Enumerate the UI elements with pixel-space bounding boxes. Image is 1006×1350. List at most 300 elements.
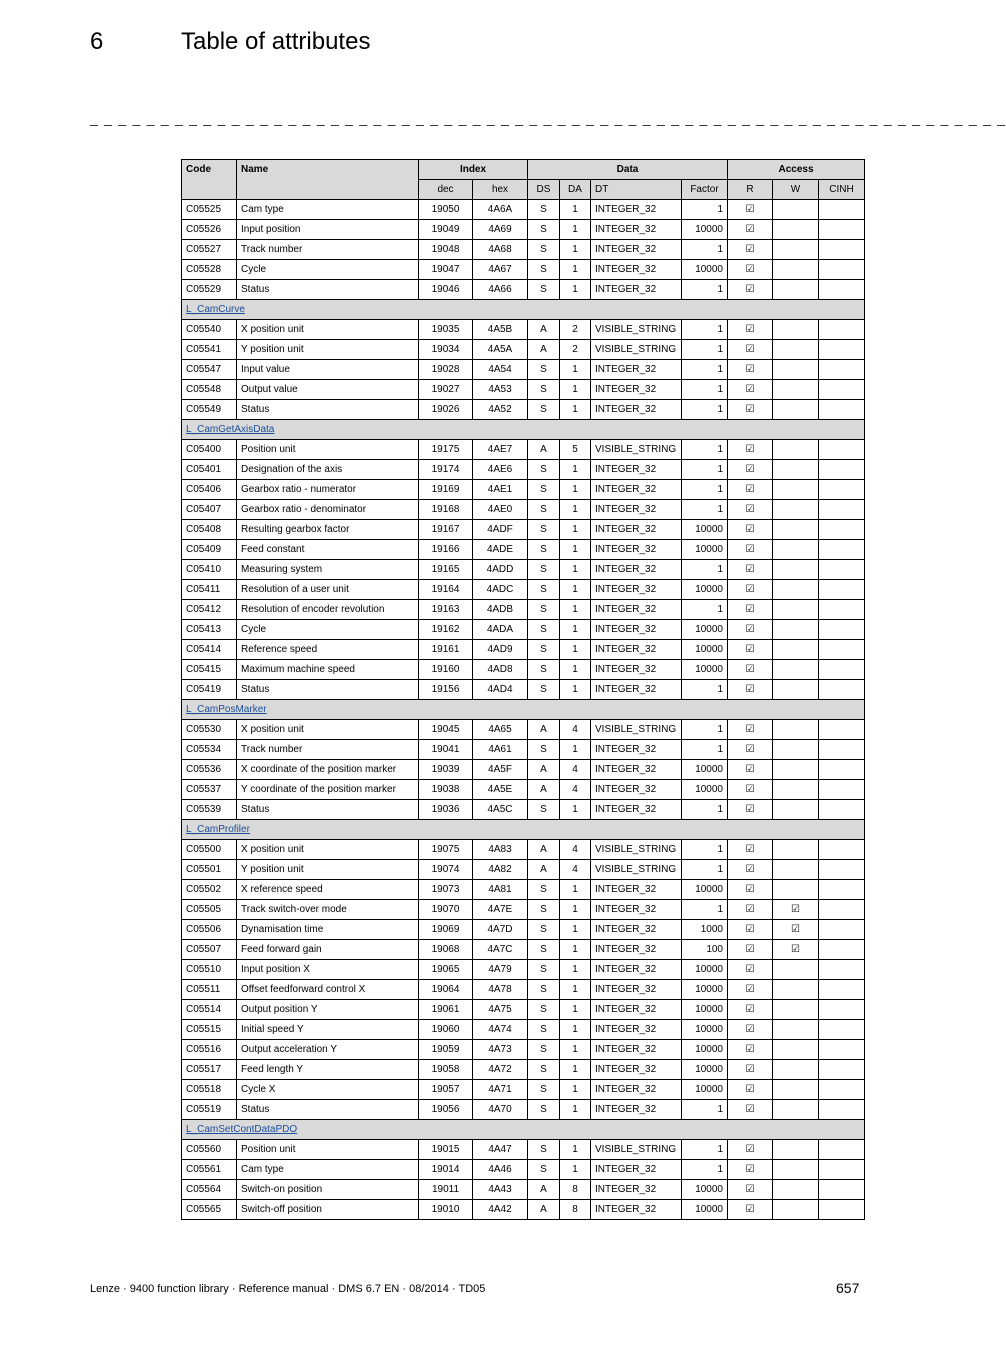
cell-dt: INTEGER_32 <box>591 240 682 260</box>
cell-code: C05549 <box>182 400 237 420</box>
table-row <box>182 240 865 260</box>
group-link[interactable]: L_CamProfiler <box>186 824 250 835</box>
cell-factor: 10000 <box>682 580 728 600</box>
table-row <box>182 560 865 580</box>
attributes-table <box>181 159 865 1220</box>
cell-hex: 4A79 <box>473 960 528 980</box>
cell-factor: 1 <box>682 320 728 340</box>
cell-name: Y position unit <box>237 340 419 360</box>
cell-cinh <box>819 380 865 400</box>
cell-ds: S <box>528 1080 560 1100</box>
cell-code: C05548 <box>182 380 237 400</box>
cell-w <box>773 1180 819 1200</box>
cell-name: Output position Y <box>237 1000 419 1020</box>
cell-da: 4 <box>560 760 591 780</box>
cell-dt: INTEGER_32 <box>591 980 682 1000</box>
cell-da: 1 <box>560 480 591 500</box>
cell-dt: INTEGER_32 <box>591 660 682 680</box>
cell-w: ☑ <box>773 900 819 920</box>
cell-dec: 19014 <box>419 1160 473 1180</box>
cell-dt: INTEGER_32 <box>591 920 682 940</box>
cell-ds: A <box>528 440 560 460</box>
cell-name: Cycle X <box>237 1080 419 1100</box>
col-name: Name <box>237 160 419 200</box>
cell-code: C05408 <box>182 520 237 540</box>
cell-da: 1 <box>560 520 591 540</box>
cell-name: Gearbox ratio - denominator <box>237 500 419 520</box>
cell-code: C05415 <box>182 660 237 680</box>
cell-dt: INTEGER_32 <box>591 260 682 280</box>
cell-name: Status <box>237 680 419 700</box>
cell-ds: S <box>528 1160 560 1180</box>
cell-dec: 19165 <box>419 560 473 580</box>
cell-ds: S <box>528 460 560 480</box>
group-link[interactable]: L_CamCurve <box>186 304 245 315</box>
cell-name: X position unit <box>237 840 419 860</box>
cell-cinh <box>819 740 865 760</box>
col-r: R <box>728 180 773 200</box>
cell-dec: 19050 <box>419 200 473 220</box>
cell-dec: 19049 <box>419 220 473 240</box>
table-row <box>182 320 865 340</box>
cell-da: 1 <box>560 240 591 260</box>
col-access: Access <box>728 160 865 180</box>
table-row <box>182 860 865 880</box>
cell-w <box>773 480 819 500</box>
cell-r: ☑ <box>728 200 773 220</box>
cell-w <box>773 620 819 640</box>
cell-da: 1 <box>560 1100 591 1120</box>
cell-code: C05560 <box>182 1140 237 1160</box>
cell-cinh <box>819 600 865 620</box>
cell-dt: INTEGER_32 <box>591 380 682 400</box>
group-link[interactable]: L_CamGetAxisData <box>186 424 275 435</box>
cell-cinh <box>819 860 865 880</box>
cell-hex: 4A82 <box>473 860 528 880</box>
cell-r: ☑ <box>728 1200 773 1220</box>
cell-dt: INTEGER_32 <box>591 580 682 600</box>
col-dec: dec <box>419 180 473 200</box>
cell-cinh <box>819 1020 865 1040</box>
table-row <box>182 580 865 600</box>
group-row <box>182 1120 865 1140</box>
group-row <box>182 300 865 320</box>
group-cell <box>182 820 865 840</box>
cell-r: ☑ <box>728 1080 773 1100</box>
cell-da: 1 <box>560 1000 591 1020</box>
cell-r: ☑ <box>728 920 773 940</box>
cell-ds: A <box>528 840 560 860</box>
cell-ds: A <box>528 860 560 880</box>
cell-factor: 10000 <box>682 1180 728 1200</box>
cell-da: 1 <box>560 740 591 760</box>
cell-code: C05514 <box>182 1000 237 1020</box>
cell-factor: 1 <box>682 200 728 220</box>
cell-dt: INTEGER_32 <box>591 780 682 800</box>
table-row <box>182 980 865 1000</box>
cell-cinh <box>819 660 865 680</box>
cell-cinh <box>819 340 865 360</box>
cell-w <box>773 360 819 380</box>
cell-r: ☑ <box>728 340 773 360</box>
cell-name: Feed constant <box>237 540 419 560</box>
table-row <box>182 1160 865 1180</box>
cell-r: ☑ <box>728 580 773 600</box>
cell-dt: INTEGER_32 <box>591 880 682 900</box>
cell-r: ☑ <box>728 480 773 500</box>
table-header-row <box>182 160 865 180</box>
cell-da: 1 <box>560 400 591 420</box>
cell-name: Status <box>237 400 419 420</box>
cell-cinh <box>819 1000 865 1020</box>
cell-r: ☑ <box>728 220 773 240</box>
cell-dt: INTEGER_32 <box>591 200 682 220</box>
cell-ds: S <box>528 380 560 400</box>
cell-dt: INTEGER_32 <box>591 600 682 620</box>
cell-ds: S <box>528 620 560 640</box>
cell-dec: 19045 <box>419 720 473 740</box>
cell-r: ☑ <box>728 740 773 760</box>
table-row <box>182 920 865 940</box>
table-row <box>182 340 865 360</box>
cell-code: C05527 <box>182 240 237 260</box>
cell-cinh <box>819 560 865 580</box>
cell-code: C05506 <box>182 920 237 940</box>
group-cell <box>182 700 865 720</box>
cell-ds: A <box>528 1180 560 1200</box>
cell-name: Switch-off position <box>237 1200 419 1220</box>
cell-dt: INTEGER_32 <box>591 960 682 980</box>
cell-factor: 10000 <box>682 620 728 640</box>
cell-cinh <box>819 760 865 780</box>
cell-hex: 4A72 <box>473 1060 528 1080</box>
cell-r: ☑ <box>728 780 773 800</box>
cell-w <box>773 1200 819 1220</box>
cell-hex: 4A74 <box>473 1020 528 1040</box>
cell-factor: 100 <box>682 940 728 960</box>
cell-hex: 4A53 <box>473 380 528 400</box>
cell-dec: 19167 <box>419 520 473 540</box>
cell-factor: 10000 <box>682 1020 728 1040</box>
cell-w <box>773 1000 819 1020</box>
cell-code: C05515 <box>182 1020 237 1040</box>
cell-hex: 4ADB <box>473 600 528 620</box>
cell-w <box>773 600 819 620</box>
cell-name: Maximum machine speed <box>237 660 419 680</box>
cell-name: Track number <box>237 740 419 760</box>
cell-da: 1 <box>560 280 591 300</box>
cell-hex: 4A83 <box>473 840 528 860</box>
cell-hex: 4A5E <box>473 780 528 800</box>
cell-r: ☑ <box>728 440 773 460</box>
cell-ds: S <box>528 940 560 960</box>
cell-w <box>773 440 819 460</box>
cell-code: C05410 <box>182 560 237 580</box>
cell-da: 1 <box>560 1020 591 1040</box>
cell-name: Dynamisation time <box>237 920 419 940</box>
table-row <box>182 200 865 220</box>
cell-dt: INTEGER_32 <box>591 1080 682 1100</box>
cell-code: C05400 <box>182 440 237 460</box>
cell-cinh <box>819 580 865 600</box>
cell-cinh <box>819 200 865 220</box>
cell-hex: 4A78 <box>473 980 528 1000</box>
cell-code: C05406 <box>182 480 237 500</box>
cell-dec: 19047 <box>419 260 473 280</box>
table-row <box>182 1060 865 1080</box>
cell-hex: 4ADD <box>473 560 528 580</box>
group-row <box>182 420 865 440</box>
col-w: W <box>773 180 819 200</box>
cell-dec: 19058 <box>419 1060 473 1080</box>
cell-code: C05507 <box>182 940 237 960</box>
col-hex: hex <box>473 180 528 200</box>
cell-cinh <box>819 440 865 460</box>
cell-dt: INTEGER_32 <box>591 1040 682 1060</box>
cell-code: C05561 <box>182 1160 237 1180</box>
cell-dt: INTEGER_32 <box>591 640 682 660</box>
cell-dt: VISIBLE_STRING <box>591 440 682 460</box>
cell-da: 2 <box>560 320 591 340</box>
cell-name: X position unit <box>237 320 419 340</box>
cell-dt: INTEGER_32 <box>591 400 682 420</box>
cell-da: 4 <box>560 860 591 880</box>
cell-hex: 4A5F <box>473 760 528 780</box>
cell-code: C05500 <box>182 840 237 860</box>
cell-hex: 4A69 <box>473 220 528 240</box>
cell-hex: 4AD8 <box>473 660 528 680</box>
cell-name: Status <box>237 280 419 300</box>
cell-da: 8 <box>560 1180 591 1200</box>
cell-factor: 10000 <box>682 660 728 680</box>
cell-factor: 1 <box>682 360 728 380</box>
cell-da: 1 <box>560 500 591 520</box>
cell-da: 2 <box>560 340 591 360</box>
cell-factor: 10000 <box>682 1040 728 1060</box>
cell-cinh <box>819 880 865 900</box>
cell-w <box>773 640 819 660</box>
cell-factor: 1000 <box>682 920 728 940</box>
cell-dt: INTEGER_32 <box>591 620 682 640</box>
cell-w <box>773 1080 819 1100</box>
cell-dec: 19069 <box>419 920 473 940</box>
cell-dec: 19011 <box>419 1180 473 1200</box>
cell-da: 1 <box>560 620 591 640</box>
cell-da: 1 <box>560 360 591 380</box>
cell-r: ☑ <box>728 720 773 740</box>
cell-factor: 1 <box>682 380 728 400</box>
cell-code: C05412 <box>182 600 237 620</box>
chapter-number: 6 <box>90 28 104 55</box>
cell-ds: A <box>528 720 560 740</box>
cell-r: ☑ <box>728 1100 773 1120</box>
cell-ds: S <box>528 800 560 820</box>
cell-ds: S <box>528 1040 560 1060</box>
cell-w <box>773 580 819 600</box>
col-dt: DT <box>591 180 682 200</box>
cell-name: Output acceleration Y <box>237 1040 419 1060</box>
cell-name: Designation of the axis <box>237 460 419 480</box>
cell-name: Initial speed Y <box>237 1020 419 1040</box>
table-row <box>182 900 865 920</box>
col-data: Data <box>528 160 728 180</box>
cell-da: 1 <box>560 1140 591 1160</box>
cell-code: C05525 <box>182 200 237 220</box>
cell-code: C05510 <box>182 960 237 980</box>
cell-da: 1 <box>560 1060 591 1080</box>
cell-dt: INTEGER_32 <box>591 900 682 920</box>
cell-w <box>773 1100 819 1120</box>
table-row <box>182 1020 865 1040</box>
table-row <box>182 800 865 820</box>
cell-code: C05505 <box>182 900 237 920</box>
cell-factor: 10000 <box>682 260 728 280</box>
cell-factor: 1 <box>682 280 728 300</box>
cell-da: 8 <box>560 1200 591 1220</box>
cell-code: C05409 <box>182 540 237 560</box>
table-row <box>182 1040 865 1060</box>
cell-dec: 19166 <box>419 540 473 560</box>
cell-da: 1 <box>560 660 591 680</box>
cell-name: Offset feedforward control X <box>237 980 419 1000</box>
cell-code: C05414 <box>182 640 237 660</box>
cell-w <box>773 1140 819 1160</box>
cell-dec: 19174 <box>419 460 473 480</box>
cell-ds: S <box>528 1140 560 1160</box>
cell-code: C05502 <box>182 880 237 900</box>
cell-w <box>773 380 819 400</box>
cell-w <box>773 680 819 700</box>
group-cell <box>182 1120 865 1140</box>
cell-r: ☑ <box>728 1000 773 1020</box>
col-da: DA <box>560 180 591 200</box>
cell-r: ☑ <box>728 980 773 1000</box>
cell-hex: 4A65 <box>473 720 528 740</box>
cell-factor: 10000 <box>682 640 728 660</box>
cell-dec: 19075 <box>419 840 473 860</box>
cell-ds: A <box>528 1200 560 1220</box>
cell-da: 1 <box>560 880 591 900</box>
cell-dec: 19163 <box>419 600 473 620</box>
cell-w <box>773 660 819 680</box>
cell-name: Y position unit <box>237 860 419 880</box>
cell-w <box>773 320 819 340</box>
cell-dt: VISIBLE_STRING <box>591 340 682 360</box>
cell-dec: 19026 <box>419 400 473 420</box>
cell-da: 1 <box>560 680 591 700</box>
cell-hex: 4ADF <box>473 520 528 540</box>
cell-cinh <box>819 500 865 520</box>
cell-hex: 4A6A <box>473 200 528 220</box>
cell-ds: S <box>528 960 560 980</box>
cell-hex: 4A67 <box>473 260 528 280</box>
cell-cinh <box>819 320 865 340</box>
cell-da: 1 <box>560 960 591 980</box>
cell-dt: INTEGER_32 <box>591 1060 682 1080</box>
divider-dashes: _ _ _ _ _ _ _ _ _ _ _ _ _ _ _ _ _ _ _ _ _ _ _ _ _ _ _ _ _ _ _ _ _ _ _ _ _ _ _ _ _ _ _ _ _ _ _ _ _ _ _ _ _ _ _ _ _ _ _ _ _ _ _ _ _ <box>90 110 1006 126</box>
cell-w <box>773 980 819 1000</box>
cell-ds: S <box>528 880 560 900</box>
cell-dec: 19073 <box>419 880 473 900</box>
cell-code: C05534 <box>182 740 237 760</box>
group-row <box>182 820 865 840</box>
cell-dt: INTEGER_32 <box>591 280 682 300</box>
cell-r: ☑ <box>728 640 773 660</box>
table-row <box>182 400 865 420</box>
cell-code: C05565 <box>182 1200 237 1220</box>
cell-cinh <box>819 1200 865 1220</box>
cell-ds: S <box>528 740 560 760</box>
cell-cinh <box>819 640 865 660</box>
table-row <box>182 680 865 700</box>
cell-name: Cycle <box>237 260 419 280</box>
cell-ds: S <box>528 660 560 680</box>
cell-cinh <box>819 1080 865 1100</box>
cell-cinh <box>819 1100 865 1120</box>
cell-code: C05518 <box>182 1080 237 1100</box>
cell-dt: INTEGER_32 <box>591 760 682 780</box>
cell-factor: 1 <box>682 600 728 620</box>
cell-w <box>773 760 819 780</box>
cell-hex: 4AE1 <box>473 480 528 500</box>
cell-hex: 4A52 <box>473 400 528 420</box>
cell-cinh <box>819 920 865 940</box>
cell-code: C05547 <box>182 360 237 380</box>
cell-cinh <box>819 260 865 280</box>
cell-code: C05540 <box>182 320 237 340</box>
cell-r: ☑ <box>728 1140 773 1160</box>
cell-w <box>773 460 819 480</box>
cell-ds: S <box>528 240 560 260</box>
cell-da: 1 <box>560 260 591 280</box>
cell-hex: 4A61 <box>473 740 528 760</box>
cell-hex: 4ADE <box>473 540 528 560</box>
cell-dt: INTEGER_32 <box>591 1100 682 1120</box>
cell-ds: A <box>528 340 560 360</box>
cell-cinh <box>819 780 865 800</box>
group-cell <box>182 420 865 440</box>
cell-da: 1 <box>560 220 591 240</box>
cell-dec: 19175 <box>419 440 473 460</box>
cell-dec: 19034 <box>419 340 473 360</box>
cell-code: C05501 <box>182 860 237 880</box>
cell-da: 1 <box>560 460 591 480</box>
cell-name: X reference speed <box>237 880 419 900</box>
cell-dec: 19168 <box>419 500 473 520</box>
cell-dec: 19046 <box>419 280 473 300</box>
cell-name: Reference speed <box>237 640 419 660</box>
cell-hex: 4AE0 <box>473 500 528 520</box>
cell-dec: 19056 <box>419 1100 473 1120</box>
table-row <box>182 1000 865 1020</box>
cell-w: ☑ <box>773 940 819 960</box>
cell-ds: S <box>528 520 560 540</box>
cell-name: Y coordinate of the position marker <box>237 780 419 800</box>
table-row <box>182 480 865 500</box>
cell-hex: 4A7D <box>473 920 528 940</box>
cell-hex: 4A43 <box>473 1180 528 1200</box>
cell-w <box>773 740 819 760</box>
cell-r: ☑ <box>728 940 773 960</box>
cell-name: Status <box>237 800 419 820</box>
cell-r: ☑ <box>728 1060 773 1080</box>
cell-dec: 19169 <box>419 480 473 500</box>
cell-dec: 19015 <box>419 1140 473 1160</box>
group-link[interactable]: L_CamSetContDataPDO <box>186 1124 298 1135</box>
cell-r: ☑ <box>728 1160 773 1180</box>
group-link[interactable]: L_CamPosMarker <box>186 704 267 715</box>
cell-name: Input position X <box>237 960 419 980</box>
